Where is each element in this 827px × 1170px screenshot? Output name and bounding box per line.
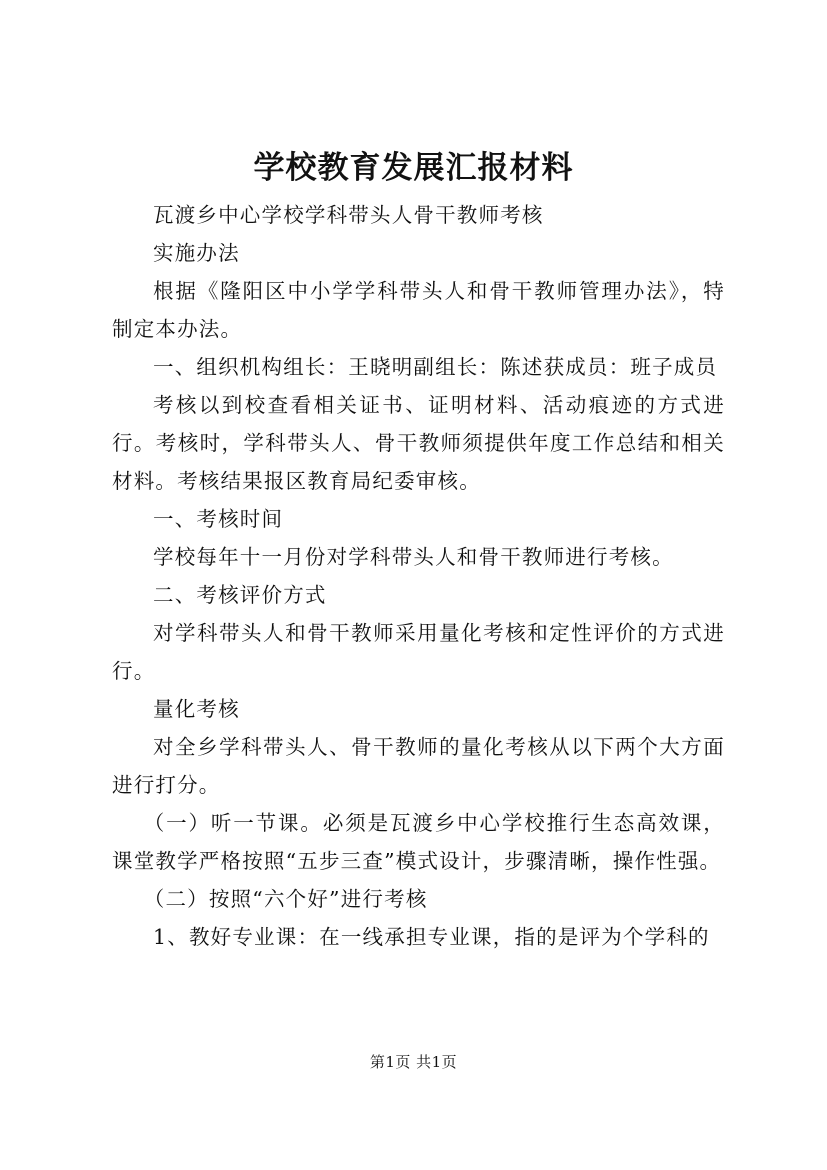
heading-assessment-time: 一、考核时间	[153, 507, 284, 531]
paragraph-assessment-time: 学校每年十一月份对学科带头人和骨干教师进行考核。	[153, 545, 674, 569]
document-body	[112, 196, 725, 956]
paragraph-subtitle-line2: 实施办法	[153, 241, 240, 265]
paragraph-item-two: （二）按照“六个好”进行考核	[143, 887, 428, 911]
paragraph-method: 考核以到校查看相关证书、证明材料、活动痕迹的方式进行。考核时，学科带头人、骨干教师须提供年度工作总结和相关材料。考核结果报区教育局纪委审核。	[112, 393, 725, 493]
paragraph-item-teach: 1、教好专业课：在一线承担专业课，指的是评为个学科的	[153, 925, 710, 949]
paragraph-organization: 一、组织机构组长：王晓明副组长：陈述获成员：班子成员	[153, 355, 718, 379]
paragraph-item-one: （一）听一节课。必须是瓦渡乡中心学校推行生态高效课，课堂教学严格按照“五步三查”模式设计，步骤清晰，操作性强。	[112, 811, 725, 873]
paragraph-basis: 根据《隆阳区中小学学科带头人和骨干教师管理办法》，特制定本办法。	[112, 279, 725, 341]
paragraph-evaluation-method: 对学科带头人和骨干教师采用量化考核和定性评价的方式进行。	[112, 621, 725, 683]
paragraph-quantitative: 对全乡学科带头人、骨干教师的量化考核从以下两个大方面进行打分。	[112, 735, 725, 797]
page-footer: 第1页 共1页	[369, 1053, 458, 1071]
paragraph-subtitle-line1: 瓦渡乡中心学校学科带头人骨干教师考核	[153, 203, 544, 227]
document-title: 学校教育发展汇报材料	[253, 150, 574, 186]
heading-quantitative: 量化考核	[153, 697, 240, 721]
heading-evaluation-method: 二、考核评价方式	[153, 583, 327, 607]
